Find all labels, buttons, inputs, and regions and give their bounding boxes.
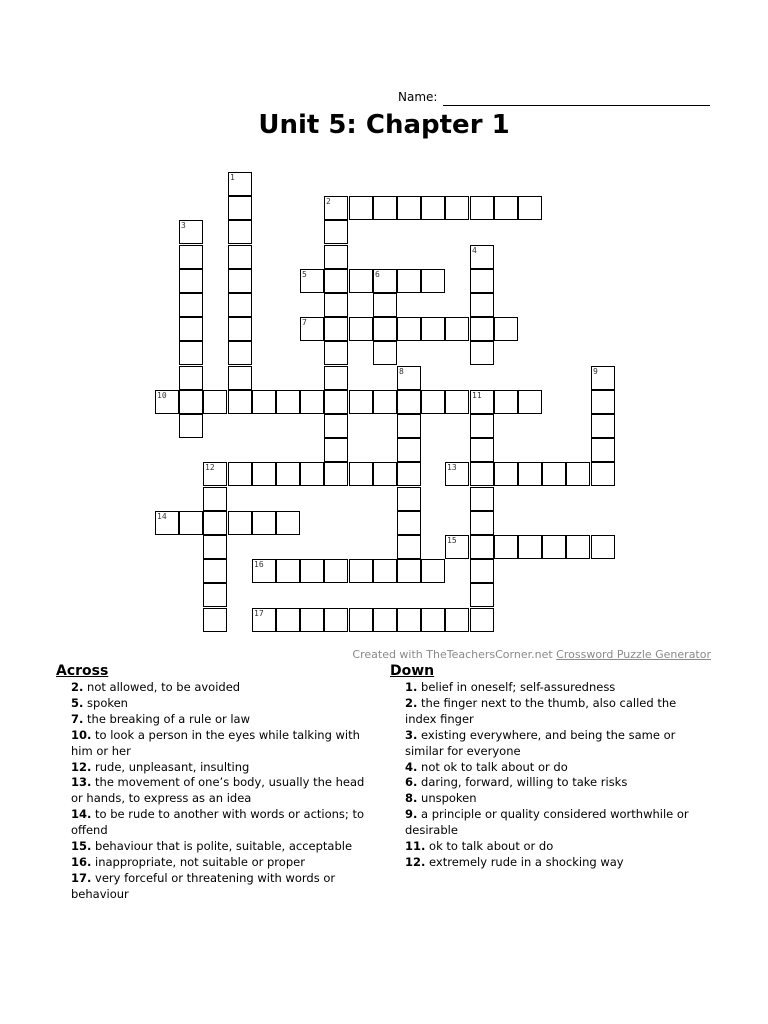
grid-cell[interactable] <box>397 511 421 535</box>
grid-cell[interactable] <box>349 269 373 293</box>
grid-cell[interactable] <box>324 293 348 317</box>
grid-cell[interactable] <box>228 245 252 269</box>
grid-cell[interactable] <box>300 462 324 486</box>
clue-text: not ok to talk about or do <box>417 759 568 774</box>
grid-cell[interactable] <box>445 317 469 341</box>
across-clues <box>56 662 376 903</box>
clue-number: 15 <box>447 536 457 545</box>
clue-text: existing everywhere, and being the same or similar for everyone <box>405 727 676 758</box>
grid-cell[interactable] <box>445 462 469 486</box>
grid-cell[interactable] <box>445 196 469 220</box>
grid-cell[interactable] <box>421 390 445 414</box>
grid-cell[interactable] <box>445 535 469 559</box>
grid-cell[interactable] <box>179 269 203 293</box>
grid-cell[interactable] <box>470 559 494 583</box>
down-heading: Down <box>390 663 435 679</box>
clue-number-label: 2. <box>405 695 418 710</box>
clue-number: 8 <box>399 367 404 376</box>
clue-number-label: 3. <box>405 727 418 742</box>
grid-cell[interactable] <box>324 438 348 462</box>
grid-cell[interactable] <box>276 511 300 535</box>
grid-cell[interactable] <box>324 366 348 390</box>
clue-number-label: 12. <box>71 759 92 774</box>
grid-cell[interactable] <box>470 511 494 535</box>
clue-number: 5 <box>302 270 307 279</box>
grid-cell[interactable] <box>373 390 397 414</box>
clue-text: extremely rude in a shocking way <box>425 854 624 869</box>
grid-cell[interactable] <box>179 341 203 365</box>
grid-cell[interactable] <box>397 390 421 414</box>
clue-text: the breaking of a rule or law <box>83 711 251 726</box>
clue-item <box>56 807 376 839</box>
clue-item <box>56 680 376 696</box>
grid-cell[interactable] <box>470 317 494 341</box>
grid-cell[interactable] <box>179 293 203 317</box>
grid-cell[interactable] <box>324 462 348 486</box>
clue-number: 11 <box>472 391 482 400</box>
grid-cell[interactable] <box>324 608 348 632</box>
clue-text: spoken <box>83 695 128 710</box>
generator-link[interactable]: Crossword Puzzle Generator <box>556 648 711 661</box>
grid-cell[interactable] <box>591 462 615 486</box>
clue-number-label: 5. <box>71 695 84 710</box>
clue-number: 2 <box>326 197 331 206</box>
clue-number: 9 <box>593 367 598 376</box>
clue-text: the movement of one’s body, usually the head or hands, to express as an idea <box>71 775 365 806</box>
across-heading: Across <box>56 663 109 679</box>
grid-cell[interactable] <box>421 317 445 341</box>
clue-number-label: 6. <box>405 775 418 790</box>
grid-cell[interactable] <box>324 220 348 244</box>
grid-cell[interactable] <box>203 390 227 414</box>
grid-cell[interactable] <box>203 583 227 607</box>
grid-cell[interactable] <box>203 535 227 559</box>
clue-text: behaviour that is polite, suitable, acceptable <box>91 839 353 854</box>
clue-item <box>390 855 700 871</box>
grid-cell[interactable] <box>203 462 227 486</box>
grid-cell[interactable] <box>349 196 373 220</box>
clue-number-label: 1. <box>405 680 418 694</box>
credit-text: Created with TheTeachersCorner.net <box>352 648 553 661</box>
grid-cell[interactable] <box>397 608 421 632</box>
grid-cell[interactable] <box>397 559 421 583</box>
grid-cell[interactable] <box>300 317 324 341</box>
grid-cell[interactable] <box>445 608 469 632</box>
clue-text: to be rude to another with words or actions; to offend <box>71 807 364 838</box>
clue-text: very forceful or threatening with words or behaviour <box>71 870 336 901</box>
grid-cell[interactable] <box>276 608 300 632</box>
clue-item <box>390 680 700 696</box>
grid-cell[interactable] <box>373 293 397 317</box>
grid-cell[interactable] <box>324 341 348 365</box>
grid-cell[interactable] <box>591 390 615 414</box>
grid-cell[interactable] <box>203 559 227 583</box>
clue-text: daring, forward, willing to take risks <box>417 775 628 790</box>
grid-cell[interactable] <box>494 196 518 220</box>
credit-line <box>352 648 711 661</box>
grid-cell[interactable] <box>518 390 542 414</box>
grid-cell[interactable] <box>300 559 324 583</box>
down-clues <box>390 662 700 871</box>
grid-cell[interactable] <box>252 390 276 414</box>
clue-item <box>390 696 700 728</box>
clue-number-label: 11. <box>405 839 426 854</box>
grid-cell[interactable] <box>397 317 421 341</box>
grid-cell[interactable] <box>494 462 518 486</box>
grid-cell[interactable] <box>421 196 445 220</box>
grid-cell[interactable] <box>179 245 203 269</box>
grid-cell[interactable] <box>179 317 203 341</box>
grid-cell[interactable] <box>276 559 300 583</box>
grid-cell[interactable] <box>179 511 203 535</box>
grid-cell[interactable] <box>470 462 494 486</box>
grid-cell[interactable] <box>252 559 276 583</box>
clue-number-label: 17. <box>71 870 92 885</box>
grid-cell[interactable] <box>300 269 324 293</box>
grid-cell[interactable] <box>397 196 421 220</box>
clue-item <box>56 728 376 760</box>
grid-cell[interactable] <box>324 269 348 293</box>
clue-number-label: 16. <box>71 854 92 869</box>
grid-cell[interactable] <box>470 414 494 438</box>
grid-cell[interactable] <box>470 608 494 632</box>
grid-cell[interactable] <box>566 462 590 486</box>
grid-cell[interactable] <box>228 220 252 244</box>
grid-cell[interactable] <box>203 608 227 632</box>
grid-cell[interactable] <box>228 462 252 486</box>
clue-item <box>56 712 376 728</box>
clue-number: 4 <box>472 246 477 255</box>
clue-item <box>390 728 700 760</box>
grid-cell[interactable] <box>470 535 494 559</box>
clue-text: belief in oneself; self-assuredness <box>417 680 616 694</box>
clue-number-label: 9. <box>405 807 418 822</box>
clue-text: rude, unpleasant, insulting <box>91 759 250 774</box>
grid-cell[interactable] <box>203 511 227 535</box>
grid-cell[interactable] <box>324 390 348 414</box>
clue-number-label: 15. <box>71 839 92 854</box>
grid-cell[interactable] <box>373 269 397 293</box>
clue-item <box>390 807 700 839</box>
clue-number-label: 7. <box>71 711 84 726</box>
grid-cell[interactable] <box>518 535 542 559</box>
grid-cell[interactable] <box>349 559 373 583</box>
grid-cell[interactable] <box>228 341 252 365</box>
clue-number-label: 8. <box>405 791 418 806</box>
clue-item <box>390 775 700 791</box>
grid-cell[interactable] <box>373 196 397 220</box>
grid-cell[interactable] <box>324 559 348 583</box>
grid-cell[interactable] <box>470 487 494 511</box>
clue-number-label: 12. <box>405 854 426 869</box>
grid-cell[interactable] <box>324 414 348 438</box>
grid-cell[interactable] <box>179 414 203 438</box>
across-clue-list <box>56 680 376 903</box>
clue-item <box>56 775 376 807</box>
grid-cell[interactable] <box>276 390 300 414</box>
down-clue-list <box>390 680 700 871</box>
clue-item <box>56 760 376 776</box>
grid-cell[interactable] <box>228 196 252 220</box>
grid-cell[interactable] <box>397 366 421 390</box>
grid-cell[interactable] <box>252 462 276 486</box>
grid-cell[interactable] <box>397 462 421 486</box>
clue-number-label: 10. <box>71 727 92 742</box>
clue-text: not allowed, to be avoided <box>83 680 241 694</box>
clue-item <box>56 855 376 871</box>
clue-item <box>56 839 376 855</box>
grid-cell[interactable] <box>373 341 397 365</box>
name-label: Name: <box>398 90 438 104</box>
grid-cell[interactable] <box>228 390 252 414</box>
grid-cell[interactable] <box>566 535 590 559</box>
clue-text: inappropriate, not suitable or proper <box>91 854 305 869</box>
grid-cell[interactable] <box>324 196 348 220</box>
grid-cell[interactable] <box>179 390 203 414</box>
clue-number: 1 <box>230 173 235 182</box>
grid-cell[interactable] <box>179 220 203 244</box>
grid-cell[interactable] <box>228 511 252 535</box>
grid-cell[interactable] <box>349 608 373 632</box>
clue-text: ok to talk about or do <box>425 839 554 854</box>
grid-cell[interactable] <box>470 196 494 220</box>
grid-cell[interactable] <box>373 317 397 341</box>
grid-cell[interactable] <box>300 390 324 414</box>
grid-cell[interactable] <box>397 438 421 462</box>
grid-cell[interactable] <box>518 462 542 486</box>
clue-item <box>56 696 376 712</box>
grid-cell[interactable] <box>228 172 252 196</box>
grid-cell[interactable] <box>470 390 494 414</box>
grid-cell[interactable] <box>349 390 373 414</box>
grid-cell[interactable] <box>373 559 397 583</box>
clue-number: 12 <box>205 463 215 472</box>
grid-cell[interactable] <box>349 317 373 341</box>
clue-number: 10 <box>157 391 167 400</box>
grid-cell[interactable] <box>494 390 518 414</box>
grid-cell[interactable] <box>494 535 518 559</box>
grid-cell[interactable] <box>470 293 494 317</box>
grid-cell[interactable] <box>591 366 615 390</box>
grid-cell[interactable] <box>228 269 252 293</box>
clue-text: the finger next to the thumb, also called the index finger <box>405 695 677 726</box>
clue-number-label: 4. <box>405 759 418 774</box>
clue-number: 14 <box>157 512 167 521</box>
grid-cell[interactable] <box>397 535 421 559</box>
grid-cell[interactable] <box>373 608 397 632</box>
grid-cell[interactable] <box>300 608 324 632</box>
grid-cell[interactable] <box>421 269 445 293</box>
clue-number: 6 <box>375 270 380 279</box>
clue-number-label: 2. <box>71 680 84 694</box>
grid-cell[interactable] <box>470 341 494 365</box>
grid-cell[interactable] <box>421 608 445 632</box>
grid-cell[interactable] <box>228 366 252 390</box>
grid-cell[interactable] <box>397 269 421 293</box>
clue-number: 7 <box>302 318 307 327</box>
grid-cell[interactable] <box>228 317 252 341</box>
grid-cell[interactable] <box>252 511 276 535</box>
clue-item <box>390 760 700 776</box>
clue-number-label: 14. <box>71 807 92 822</box>
clue-item <box>56 871 376 903</box>
grid-cell[interactable] <box>252 608 276 632</box>
grid-cell[interactable] <box>155 511 179 535</box>
grid-cell[interactable] <box>203 487 227 511</box>
grid-cell[interactable] <box>397 487 421 511</box>
grid-cell[interactable] <box>542 535 566 559</box>
clue-number: 17 <box>254 609 264 618</box>
grid-cell[interactable] <box>591 535 615 559</box>
page-title: Unit 5: Chapter 1 <box>258 110 510 140</box>
clue-number: 13 <box>447 463 457 472</box>
clue-text: to look a person in the eyes while talking with him or her <box>71 727 360 758</box>
grid-cell[interactable] <box>470 583 494 607</box>
clue-item <box>390 791 700 807</box>
clue-text: unspoken <box>417 791 477 806</box>
grid-cell[interactable] <box>494 317 518 341</box>
grid-cell[interactable] <box>397 414 421 438</box>
clue-number-label: 13. <box>71 775 92 790</box>
grid-cell[interactable] <box>228 293 252 317</box>
clue-number: 3 <box>181 221 186 230</box>
grid-cell[interactable] <box>470 269 494 293</box>
clue-text: a principle or quality considered worthwhile or desirable <box>405 807 689 838</box>
grid-cell[interactable] <box>349 462 373 486</box>
grid-cell[interactable] <box>518 196 542 220</box>
clue-number: 16 <box>254 560 264 569</box>
grid-cell[interactable] <box>324 245 348 269</box>
grid-cell[interactable] <box>470 438 494 462</box>
grid-cell[interactable] <box>324 317 348 341</box>
grid-cell[interactable] <box>179 366 203 390</box>
grid-cell[interactable] <box>591 414 615 438</box>
grid-cell[interactable] <box>591 438 615 462</box>
grid-cell[interactable] <box>373 462 397 486</box>
grid-cell[interactable] <box>445 390 469 414</box>
grid-cell[interactable] <box>542 462 566 486</box>
grid-cell[interactable] <box>470 245 494 269</box>
grid-cell[interactable] <box>421 559 445 583</box>
clue-item <box>390 839 700 855</box>
grid-cell[interactable] <box>276 462 300 486</box>
grid-cell[interactable] <box>155 390 179 414</box>
